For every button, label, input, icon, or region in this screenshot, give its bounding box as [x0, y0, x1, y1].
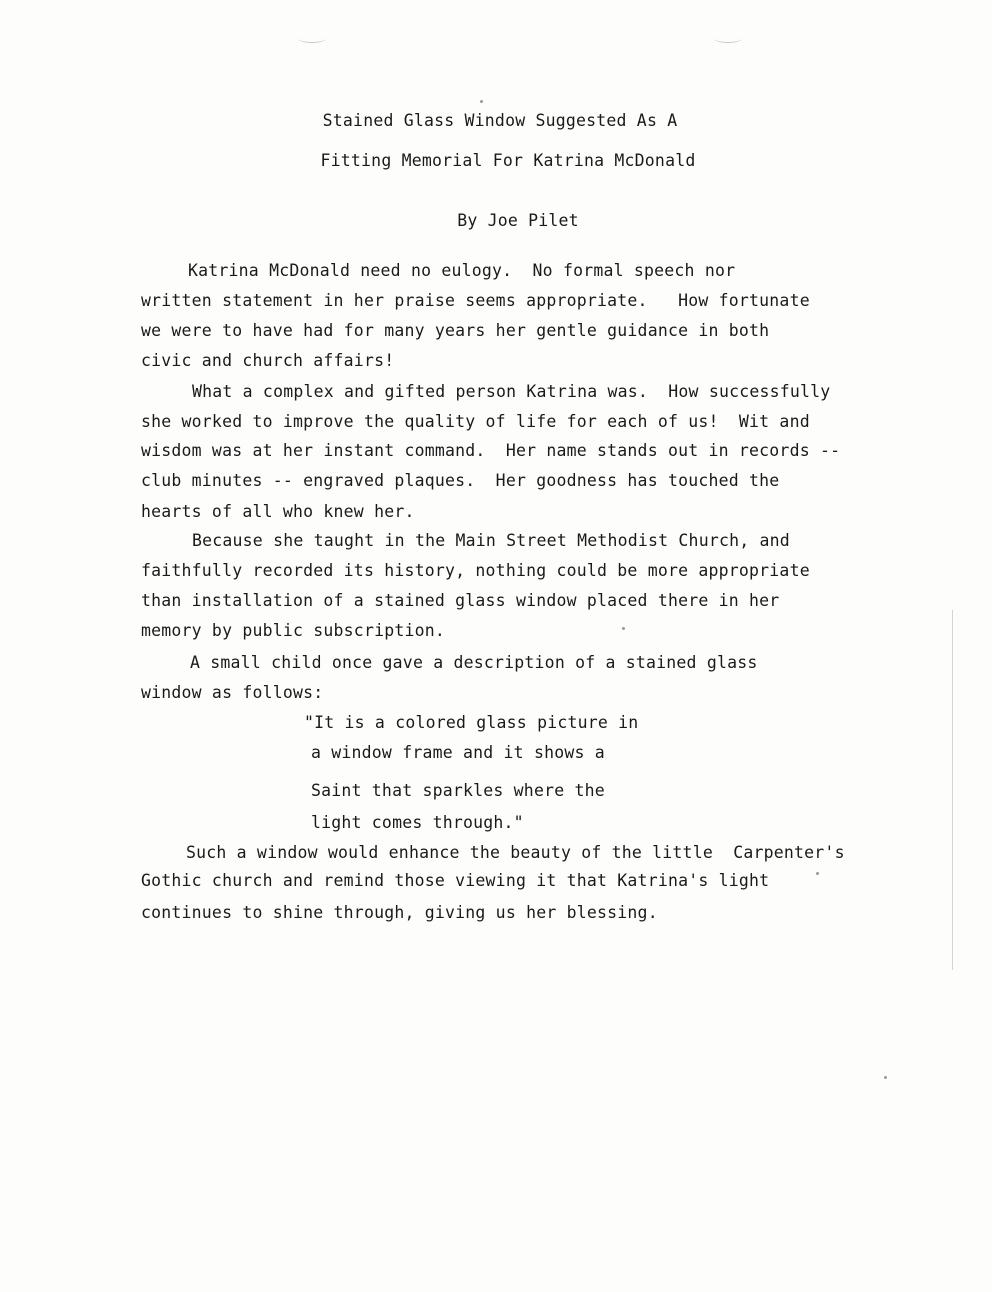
quote-line: Saint that sparkles where the — [311, 781, 605, 800]
document-title-line-2: Fitting Memorial For Katrina McDonald — [320, 151, 696, 170]
paragraph-2-line: hearts of all who knew her. — [141, 502, 415, 521]
quote-line: light comes through." — [311, 813, 524, 832]
paragraph-2-line: club minutes -- engraved plaques. Her goodness has touched the — [141, 471, 780, 490]
paper-speck — [884, 1076, 887, 1079]
paper-speck — [480, 100, 483, 103]
paper-fold-line — [952, 610, 953, 970]
paragraph-4-line: window as follows: — [141, 683, 324, 702]
quote-line: a window frame and it shows a — [311, 743, 605, 762]
page-mark — [298, 34, 326, 43]
document-title-line-1: Stained Glass Window Suggested As A — [322, 111, 678, 130]
paragraph-4-line: A small child once gave a description of a stained glass — [190, 653, 758, 672]
paragraph-3-line: memory by public subscription. — [141, 621, 446, 640]
paragraph-1-line: civic and church affairs! — [141, 351, 395, 370]
paragraph-5-line: continues to shine through, giving us her blessing. — [141, 903, 658, 922]
paper-speck — [816, 872, 819, 875]
paragraph-2-line: she worked to improve the quality of life for each of us! Wit and — [141, 412, 810, 431]
paragraph-5-line: Gothic church and remind those viewing it that Katrina's light — [141, 871, 770, 890]
paragraph-3-line: faithfully recorded its history, nothing could be more appropriate — [141, 561, 810, 580]
paragraph-3-line: than installation of a stained glass window placed there in her — [141, 591, 780, 610]
paragraph-5-line: Such a window would enhance the beauty of the little Carpenter's — [186, 843, 845, 862]
paragraph-3-line: Because she taught in the Main Street Methodist Church, and — [192, 531, 790, 550]
quote-line: "It is a colored glass picture in — [304, 713, 639, 732]
paragraph-2-line: wisdom was at her instant command. Her name stands out in records -- — [141, 441, 841, 460]
paragraph-1-line: written statement in her praise seems appropriate. How fortunate — [141, 291, 810, 310]
paragraph-1-line: Katrina McDonald need no eulogy. No formal speech nor — [188, 261, 736, 280]
paragraph-1-line: we were to have had for many years her gentle guidance in both — [141, 321, 770, 340]
paragraph-2-line: What a complex and gifted person Katrina was. How successfully — [192, 382, 831, 401]
document-byline: By Joe Pilet — [457, 211, 579, 230]
page-mark — [714, 34, 742, 43]
paper-speck — [622, 627, 625, 630]
